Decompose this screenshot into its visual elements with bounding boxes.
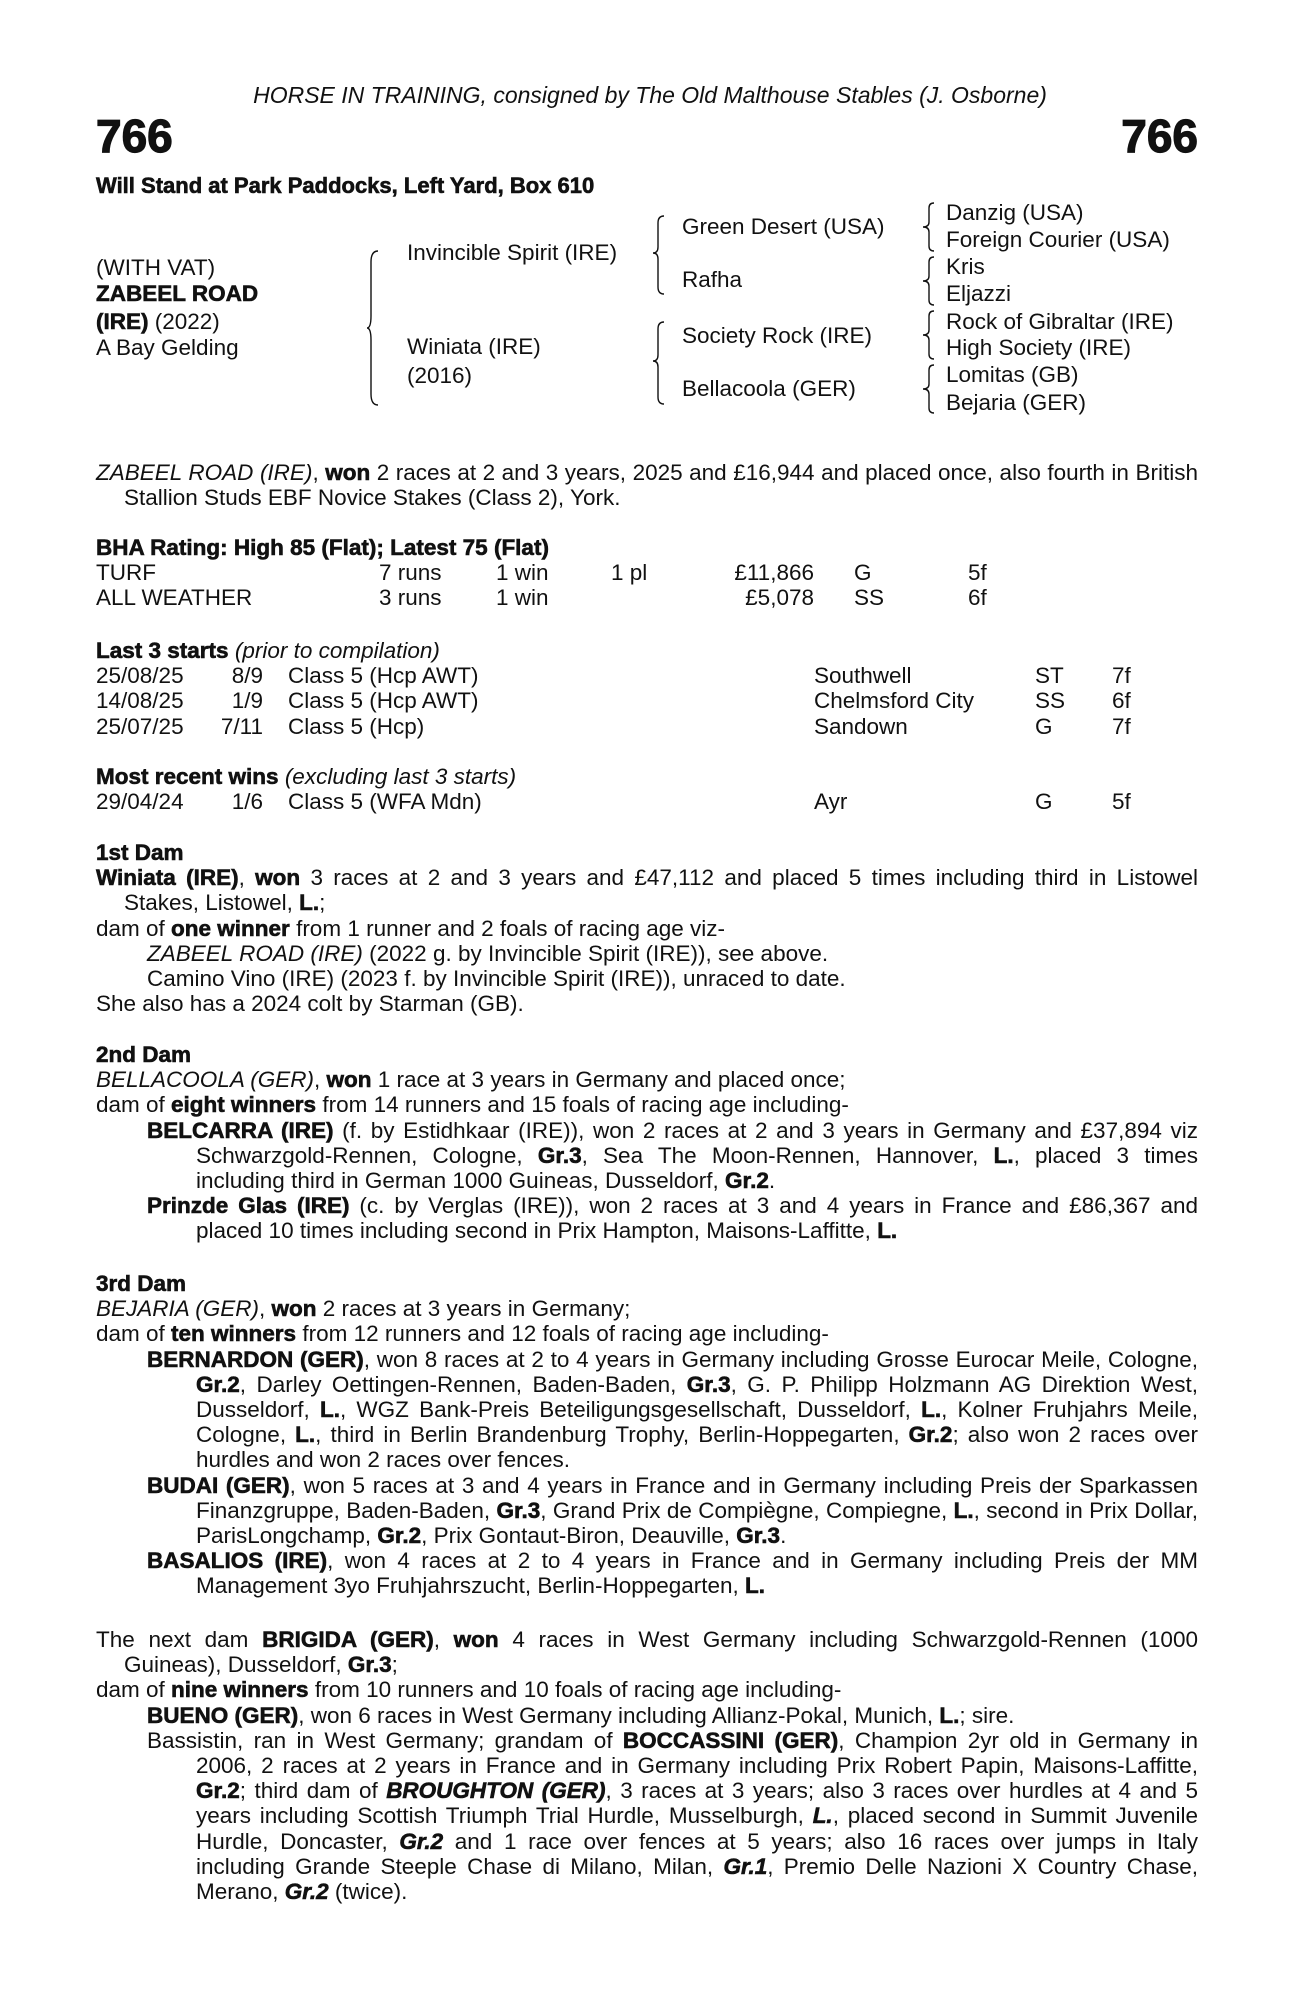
going: SS [1035,688,1066,714]
emphasis-text: BRIGIDA (GER) [262,1627,434,1652]
surface: TURF [96,560,156,586]
paragraph [96,1677,1198,1702]
emphasis-text: L. [295,1422,316,1448]
ancestor-gen3: Bejaria (GER) [946,390,1087,415]
emphasis-text: BOCCASSINI (GER) [622,1727,839,1753]
text-run: , Sea The Moon-Rennen, Hannover, [581,1142,994,1168]
paragraph [96,941,1198,966]
second-dam-heading: 2nd Dam [96,1042,192,1067]
emphasis-text: BERNARDON (GER) [147,1346,364,1372]
distance: 7f [1112,663,1131,689]
emphasis-text: Gr.3 [736,1523,781,1549]
dam-year: (2016) [407,363,473,388]
race-class: Class 5 (Hcp AWT) [288,663,479,689]
emphasis-text: won [453,1627,499,1652]
distance: 7f [1112,713,1131,739]
emphasis-text: L. [319,1397,340,1423]
emphasis-text: L. [953,1497,974,1523]
grandsire-paternal: Green Desert (USA) [682,214,885,239]
emphasis-text: won [326,1067,372,1093]
lot-number-left: 766 [96,110,173,162]
emphasis-text: Gr.3 [496,1497,541,1523]
emphasis-text: Gr.2 [908,1422,953,1448]
recent-wins-heading-line [96,764,1198,789]
race-summary [96,460,1198,510]
vat-label: (WITH VAT) [96,255,216,280]
ancestor-gen3: Danzig (USA) [946,200,1084,225]
text-run: , won 8 races at 2 to 4 years in Germany including Grosse Eurocar Meile, Cologne, [363,1346,1198,1372]
granddam-maternal: Bellacoola (GER) [682,376,856,401]
paragraph [96,916,1198,941]
ancestor-gen3: High Society (IRE) [946,335,1132,360]
text-run: , Kolner Fruhjahrs Meile, Cologne, [196,1397,1198,1448]
emphasis-text: Gr.2 [725,1168,769,1194]
text-run: (c. by Verglas (IRE)), won 2 races at 3 and 4 years in France and £86,367 and placed 10 times including second in Prix Hampton, Maisons-Laffitte, [196,1193,1198,1244]
text-run: (2022 g. by Invincible Spirit (IRE)), see above. [362,940,829,966]
ancestor-gen3: Kris [946,254,985,279]
text-run: ; [319,890,326,916]
emphasis-text: won [255,865,301,891]
horse-year: (2022) [154,309,220,334]
paragraph [96,1296,1198,1321]
third-dam-heading: 3rd Dam [96,1271,187,1296]
emphasis-text: Gr.1 [723,1853,768,1879]
next-dam-section [96,1627,1198,1904]
text-run: from 14 runners and 15 foals of racing age including- [316,1092,849,1118]
text-run: from 12 runners and 12 foals of racing age including- [296,1321,829,1347]
text-run: , Grand Prix de Compiègne, Compiegne, [540,1497,954,1523]
text-run: , 3 races at 3 years; also 3 races over hurdles at 4 and 5 years including Scottish Triumph Trial Hurdle, Musselburgh, [196,1778,1198,1829]
granddam-paternal: Rafha [682,267,743,292]
paragraph [96,460,1198,510]
going: ST [1035,663,1064,689]
text-run: , [312,460,326,485]
emphasis-text: ZABEEL ROAD (IRE) [147,940,363,966]
text-run: from 10 runners and 10 foals of racing age including- [308,1677,842,1703]
race-class: Class 5 (Hcp) [288,713,425,739]
text-run: , Darley Oettingen-Rennen, Baden-Baden, [239,1371,687,1397]
ancestor-gen3: Eljazzi [946,281,1012,306]
win-row [96,789,1198,814]
paragraph [96,1067,1198,1092]
last-3-heading-line [96,638,1198,663]
date: 14/08/25 [96,688,184,714]
emphasis-text: Gr.3 [686,1371,731,1397]
text-run: dam of [96,1677,172,1703]
emphasis-text: Gr.3 [347,1652,392,1678]
recent-wins-note: (excluding last 3 starts) [284,764,517,789]
surface: ALL WEATHER [96,585,253,611]
places: 1 pl [611,560,648,586]
last-3-heading: Last 3 starts [96,638,229,663]
text-run: ; sire. [959,1702,1015,1728]
brace-icon [922,364,936,414]
distance: 6f [968,585,987,611]
going: G [1035,789,1053,815]
position: 8/9 [231,663,263,689]
text-run: . [780,1523,787,1549]
emphasis-text: BEJARIA (GER) [96,1296,259,1322]
text-run: 4 races in West Germany including Schwarzgold-Rennen (1000 Guineas), Dusseldorf, [124,1627,1198,1678]
emphasis-text: BELLACOOLA (GER) [96,1067,314,1093]
paragraph [96,1347,1198,1473]
ancestor-gen3: Lomitas (GB) [946,362,1079,387]
text-run: (twice). [328,1879,408,1905]
emphasis-text: Gr.2 [377,1523,422,1549]
horse-name: ZABEEL ROAD [96,281,259,306]
text-run: , second in Prix Dollar, ParisLongchamp, [196,1497,1198,1549]
sire: Invincible Spirit (IRE) [407,240,618,265]
consignor-title: HORSE IN TRAINING, consigned by The Old Malthouse Stables (J. Osborne) [253,82,1047,108]
text-run: dam of [96,915,172,941]
text-run: , [433,1627,454,1652]
paragraph [96,865,1198,915]
text-run: ; [391,1652,398,1678]
emphasis-text: Gr.2 [196,1371,240,1397]
paragraph [96,1321,1198,1346]
position: 7/11 [220,713,263,739]
text-run: and 1 race over fences at 5 years; also 16 races over jumps in Italy including Grande Steeple Chase di Milano, Milan, [196,1828,1198,1879]
text-run: , won 6 races in West Germany including Allianz-Pokal, Munich, [298,1702,940,1728]
emphasis-text: BUDAI (GER) [147,1472,290,1498]
emphasis-text: eight winners [171,1092,317,1118]
race-class: Class 5 (Hcp AWT) [288,688,479,714]
text-run: , [313,1067,327,1093]
text-run: , [258,1296,272,1322]
emphasis-text: ZABEEL ROAD (IRE) [96,460,313,485]
distance: 5f [968,560,987,586]
brace-icon [652,215,666,295]
paragraph [96,1092,1198,1117]
text-run: She also has a 2024 colt by Starman (GB). [96,991,524,1017]
text-run: dam of [96,1321,172,1347]
text-run: Bassistin, ran in West Germany; grandam of [147,1727,623,1753]
emphasis-text: BASALIOS (IRE) [147,1548,328,1574]
dam: Winiata (IRE) [407,334,541,359]
text-run: , Prix Gontaut-Biron, Deauville, [421,1523,737,1549]
next-dam-text [96,1627,1198,1904]
text-run: 1 race at 3 years in Germany and placed once; [371,1067,846,1093]
going: SS [854,585,885,611]
emphasis-text: Gr.2 [196,1778,240,1804]
distance: 6f [1112,688,1131,714]
paragraph [96,1193,1198,1243]
last-3-starts-section [96,638,1198,739]
horse-country: (IRE) [96,309,149,334]
stand-location: Will Stand at Park Paddocks, Left Yard, Box 610 [96,173,595,198]
emphasis-text: L. [812,1803,833,1829]
bha-rating-section [96,535,1198,611]
text-run: . [768,1168,776,1194]
text-run: dam of [96,1092,172,1118]
prize-money: £11,866 [734,560,814,586]
course: Chelmsford City [814,688,975,714]
emphasis-text: one winner [171,915,290,941]
rating-row [96,585,1198,610]
start-row [96,663,1198,688]
emphasis-text: Prinzde Glas (IRE) [147,1193,350,1219]
text-run: , Champion 2yr old in Germany in 2006, 2 races at 2 years in France and in Germany including Prix Robert Papin, Maisons-Laffitte, [196,1727,1198,1779]
paragraph [96,1473,1198,1549]
prize-money: £5,078 [745,585,814,611]
third-dam-text [96,1296,1198,1598]
horse-description: A Bay Gelding [96,335,239,360]
paragraph [96,1548,1198,1598]
brace-icon [652,321,666,405]
first-dam-section [96,840,1198,1016]
going: G [1035,713,1053,739]
emphasis-text: BELCARRA (IRE) [147,1117,334,1143]
brace-icon [922,256,936,306]
paragraph [96,1627,1198,1677]
distance: 5f [1112,789,1131,815]
text-run: , won 5 races at 3 and 4 years in France and in Germany including Preis der Sparkassen Finanzgruppe, Baden-Baden, [196,1472,1198,1523]
emphasis-text: L. [299,890,320,916]
position: 1/6 [231,789,263,815]
runs: 7 runs [379,560,442,586]
text-run: 2 races at 2 and 3 years, 2025 and £16,944 and placed once, also fourth in British Stallion Studs EBF Novice Stakes (Class 2), York. [124,460,1198,511]
start-row [96,714,1198,739]
recent-wins-heading: Most recent wins [96,764,279,789]
date: 29/04/24 [96,789,184,815]
text-run: , placed second in Summit Juvenile Hurdle, Doncaster, [196,1803,1198,1854]
course: Ayr [814,789,848,815]
ancestor-gen3: Rock of Gibraltar (IRE) [946,309,1174,334]
emphasis-text: L. [921,1397,942,1423]
text-run: , third in Berlin Brandenburg Trophy, Berlin-Hoppegarten, [315,1422,909,1448]
brace-icon [366,250,380,406]
text-run: ; third dam of [239,1778,387,1804]
emphasis-text: L. [993,1142,1014,1168]
paragraph [96,966,1198,991]
third-dam-section [96,1271,1198,1599]
emphasis-text: nine winners [171,1677,309,1703]
race-class: Class 5 (WFA Mdn) [288,789,482,815]
paragraph [96,1118,1198,1194]
emphasis-text: Winiata (IRE) [96,865,239,891]
text-run: The next dam [96,1627,263,1652]
ancestor-gen3: Foreign Courier (USA) [946,227,1170,252]
runs: 3 runs [379,585,442,611]
text-run: from 1 runner and 2 foals of racing age viz- [289,915,726,941]
paragraph [96,991,1198,1016]
second-dam-text [96,1067,1198,1243]
emphasis-text: L. [877,1218,898,1244]
text-run: Camino Vino (IRE) (2023 f. by Invincible Spirit (IRE)), unraced to date. [147,966,846,992]
course: Southwell [814,663,912,689]
first-dam-text [96,865,1198,1016]
emphasis-text: Gr.2 [284,1879,329,1905]
last-3-note: (prior to compilation) [234,638,440,663]
rating-row [96,560,1198,585]
brace-icon [922,202,936,252]
start-row [96,688,1198,713]
lot-number-right: 766 [1121,110,1198,162]
wins: 1 win [496,585,549,611]
text-run: ; also won 2 races over hurdles and won 2 races over fences. [196,1422,1198,1473]
emphasis-text: ten winners [171,1321,297,1347]
text-run: 3 races at 2 and 3 years and £47,112 and placed 5 times including third in Listowel Stakes, Listowel, [124,865,1198,916]
recent-wins-section [96,764,1198,814]
text-run: , Premio Delle Nazioni X Country Chase, Merano, [196,1853,1198,1905]
text-run: , won 4 races at 2 to 4 years in France and in Germany including Preis der MM Management 3yo Fruhjahrszucht, Berlin-Hoppegarten, [196,1548,1198,1599]
grandsire-maternal: Society Rock (IRE) [682,323,873,348]
bha-rating-heading: BHA Rating: High 85 (Flat); Latest 75 (Flat) [96,535,549,560]
first-dam-heading: 1st Dam [96,840,184,865]
paragraph [96,1703,1198,1728]
emphasis-text: Gr.2 [399,1828,444,1854]
text-run: , WGZ Bank-Preis Beteiligungsgesellschaft, Dusseldorf, [339,1397,922,1423]
emphasis-text: L. [745,1573,766,1599]
emphasis-text: L. [939,1702,960,1728]
second-dam-section [96,1042,1198,1244]
text-run: , G. P. Philipp Holzmann AG Direktion West, Dusseldorf, [196,1371,1198,1423]
going: G [854,560,872,586]
date: 25/08/25 [96,663,184,689]
paragraph [96,1728,1198,1904]
emphasis-text: BUENO (GER) [147,1702,299,1728]
position: 1/9 [231,688,263,714]
horse-origin-year [96,309,220,335]
emphasis-text: won [325,460,371,485]
text-run: , [238,865,256,891]
text-run: , placed 3 times including third in German 1000 Guineas, Dusseldorf, [196,1142,1198,1194]
emphasis-text: BROUGHTON (GER) [386,1778,606,1804]
emphasis-text: won [271,1296,317,1322]
text-run: (f. by Estidhkaar (IRE)), won 2 races at 2 and 3 years in Germany and £37,894 viz Schwarzgold-Rennen, Cologne, [196,1117,1199,1168]
text-run: 2 races at 3 years in Germany; [316,1296,631,1322]
course: Sandown [814,713,908,739]
emphasis-text: Gr.3 [537,1142,582,1168]
date: 25/07/25 [96,713,184,739]
brace-icon [922,310,936,360]
wins: 1 win [496,560,549,586]
